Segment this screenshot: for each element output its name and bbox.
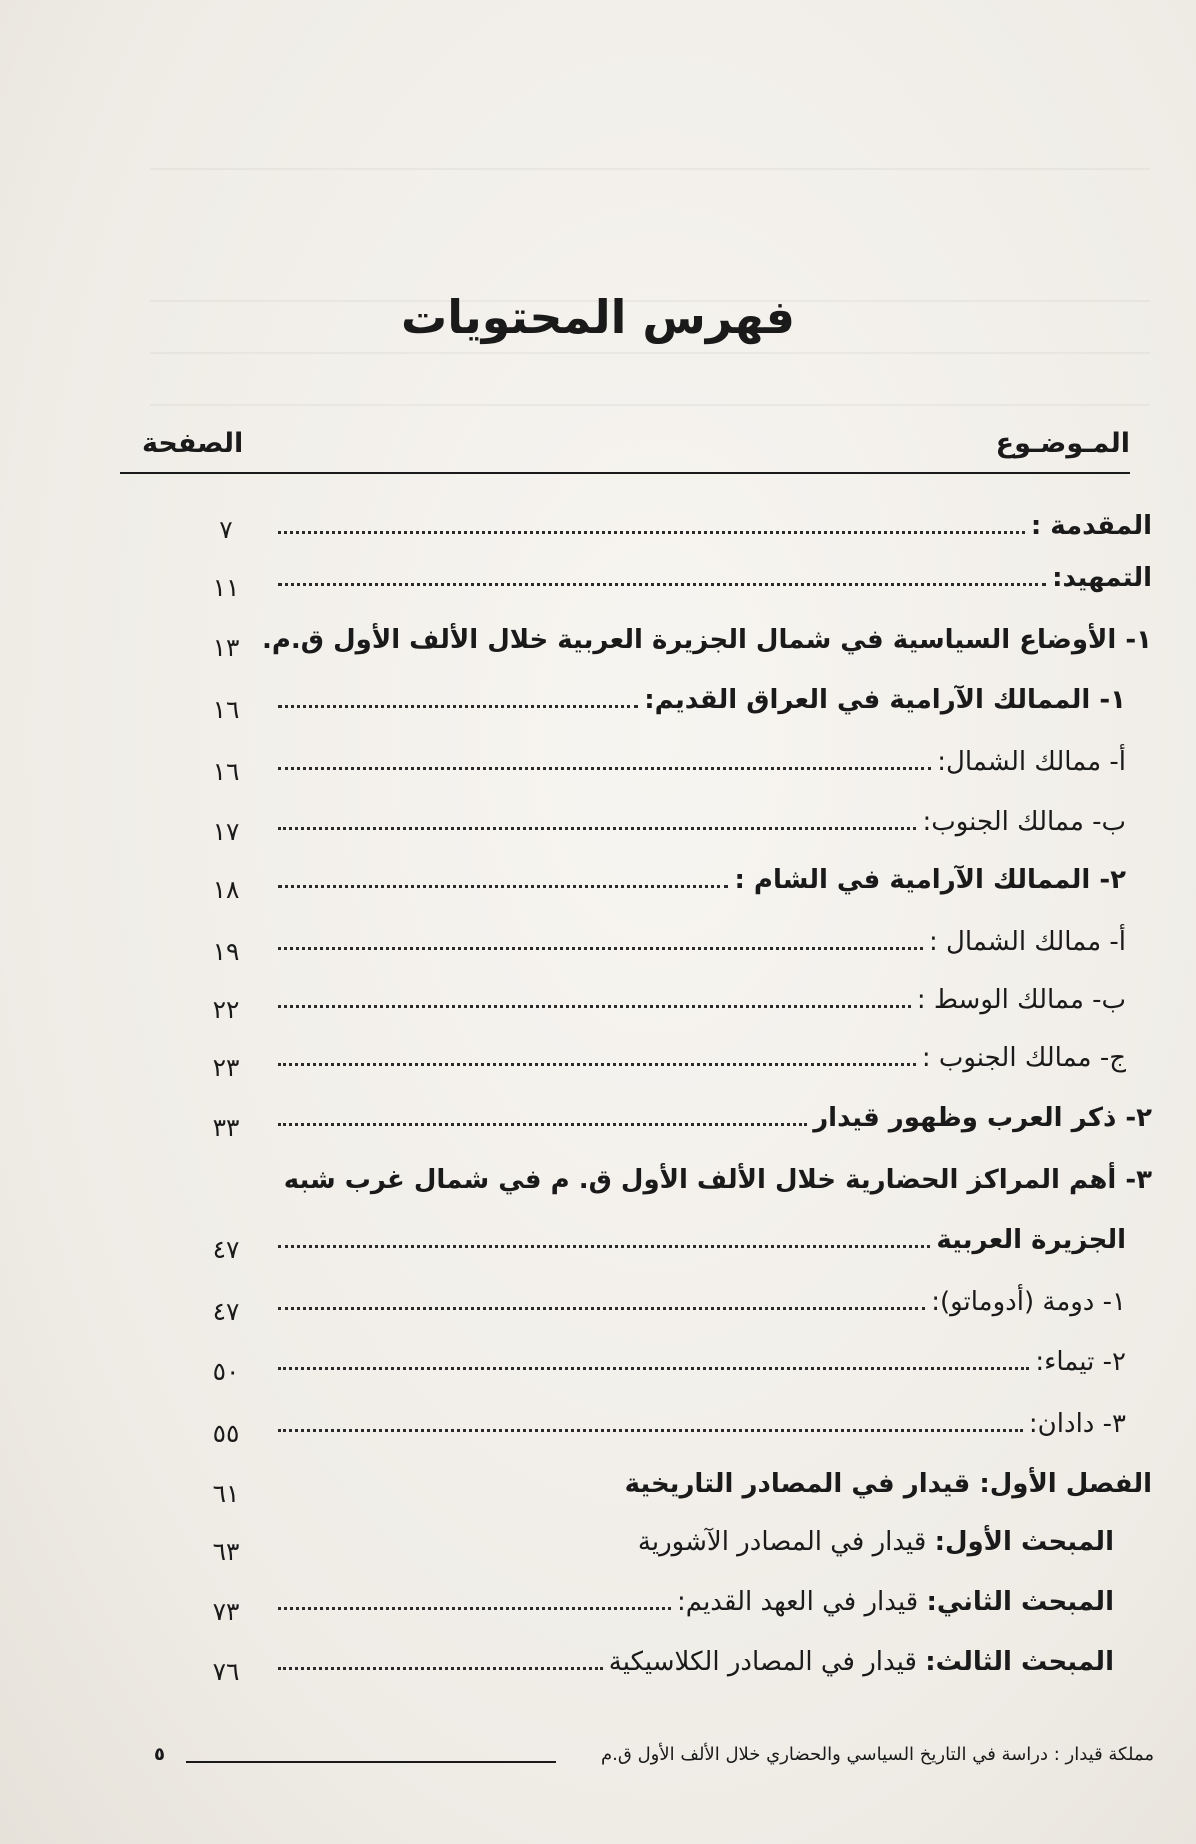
dot-leader [278, 1607, 671, 1610]
toc-entry[interactable] [272, 1342, 1126, 1382]
toc-entry-page: ٥٠ [212, 1357, 240, 1386]
toc-entry-page: ٧٦ [212, 1657, 240, 1686]
toc-entry-label [638, 1522, 1114, 1562]
toc-entry-label: ٢- تيماء: [1035, 1347, 1126, 1377]
dot-leader [278, 1307, 925, 1310]
toc-entry-label-prefix: المبحث الثاني: [926, 1587, 1114, 1617]
toc-entry-label [677, 1582, 1114, 1622]
toc-entry-label: ١- دومة (أدوماتو): [931, 1287, 1126, 1317]
toc-entry-label: أ- ممالك الشمال: [937, 747, 1126, 777]
toc-entry[interactable] [272, 802, 1126, 842]
footer-divider [186, 1761, 556, 1763]
toc-entry-label-prefix: المبحث الثالث: [925, 1647, 1114, 1677]
dot-leader [278, 705, 638, 708]
toc-entry[interactable] [272, 742, 1126, 782]
toc-entry-page: ٥٥ [212, 1419, 240, 1448]
toc-entry[interactable] [272, 1038, 1126, 1078]
toc-entry[interactable] [272, 1464, 1152, 1504]
toc-entry-label: ١- الممالك الآرامية في العراق القديم: [644, 685, 1126, 715]
toc-entry-label-rest: قيدار في العهد القديم: [677, 1587, 927, 1617]
toc-entry[interactable] [262, 620, 1152, 660]
toc-entry-page: ٧٣ [212, 1597, 240, 1626]
dot-leader [278, 1367, 1029, 1370]
toc-entry-label: ٢- ذكر العرب وظهور قيدار [813, 1103, 1152, 1133]
dot-leader [278, 947, 923, 950]
page-title: فهرس المحتويات [400, 290, 795, 344]
toc-entry[interactable] [272, 1522, 1114, 1562]
toc-entry[interactable] [272, 1642, 1114, 1682]
toc-entry-page: ٦١ [212, 1479, 240, 1508]
page-number: ٥ [154, 1744, 165, 1765]
dot-leader [278, 1429, 1023, 1432]
toc-entry-label: ٣- دادان: [1028, 1409, 1126, 1439]
toc-entry-label: ٢- الممالك الآرامية في الشام : [734, 865, 1126, 895]
toc-entry-label: ج- ممالك الجنوب : [921, 1043, 1126, 1073]
toc-entry-page: ١٨ [212, 875, 240, 904]
column-page-header: الصفحة [142, 428, 244, 459]
toc-entry-label: ٣- أهم المراكز الحضارية خلال الألف الأول ق. م في شمال غرب شبه [283, 1165, 1152, 1195]
dot-leader [278, 583, 1046, 586]
toc-entry[interactable] [272, 1582, 1114, 1622]
toc-entry-page: ١٦ [212, 757, 240, 786]
dot-leader [278, 767, 931, 770]
toc-entry[interactable] [272, 506, 1152, 546]
dot-leader [278, 1123, 807, 1126]
toc-entry[interactable] [272, 680, 1126, 720]
toc-entry-label: ب- ممالك الوسط : [916, 985, 1126, 1015]
toc-entry-continuation[interactable] [272, 1220, 1126, 1260]
toc-entry-page: ١٣ [212, 633, 240, 662]
dot-leader [278, 827, 916, 830]
toc-entry[interactable] [272, 558, 1152, 598]
dot-leader [278, 1245, 930, 1248]
toc-entry-page: ١٧ [212, 817, 240, 846]
toc-entry-page: ٢٣ [212, 1053, 240, 1082]
toc-entry[interactable] [190, 1160, 1152, 1200]
toc-entry-page: ٤٧ [212, 1235, 240, 1264]
toc-entry-label: ١- الأوضاع السياسية في شمال الجزيرة العربية خلال الألف الأول ق.م. [262, 625, 1152, 655]
dot-leader [278, 531, 1025, 534]
dot-leader [278, 1005, 911, 1008]
column-topic-header: المـوضـوع [995, 428, 1130, 459]
toc-entry-page: ٦٣ [212, 1537, 240, 1566]
toc-entry-label-rest: قيدار في المصادر الآشورية [637, 1527, 935, 1557]
toc-entry-label: التمهيد: [1052, 563, 1152, 593]
toc-entry-label-rest: قيدار في المصادر الكلاسيكية [608, 1647, 926, 1677]
running-footer-title: مملكة قيدار : دراسة في التاريخ السياسي والحضاري خلال الألف الأول ق.م [601, 1744, 1154, 1765]
toc-entry[interactable] [272, 1282, 1126, 1322]
toc-entry-label: الفصل الأول: قيدار في المصادر التاريخية [624, 1469, 1152, 1499]
toc-entry-page: ١١ [212, 573, 240, 602]
toc-entry-page: ٤٧ [212, 1297, 240, 1326]
toc-entry-label: ب- ممالك الجنوب: [922, 807, 1126, 837]
toc-entry-page: ٢٢ [212, 995, 240, 1024]
toc-entry-label-continuation: الجزيرة العربية [936, 1225, 1126, 1255]
toc-entry-page: ٧ [219, 515, 233, 544]
toc-entry-page: ١٦ [212, 695, 240, 724]
dot-leader [278, 885, 728, 888]
toc-entry[interactable] [272, 922, 1126, 962]
dot-leader [278, 1667, 603, 1670]
toc-entry[interactable] [272, 980, 1126, 1020]
dot-leader [278, 1063, 916, 1066]
toc-entry-label-prefix: المبحث الأول: [934, 1527, 1114, 1557]
toc-entry-label: المقدمة : [1030, 511, 1152, 541]
toc-entry-page: ١٩ [212, 937, 240, 966]
toc-entry[interactable] [272, 860, 1126, 900]
toc-entry-label: أ- ممالك الشمال : [928, 927, 1126, 957]
toc-entry-label [609, 1642, 1114, 1682]
toc-entry[interactable] [272, 1098, 1152, 1138]
toc-entry[interactable] [272, 1404, 1126, 1444]
toc-entry-page: ٣٣ [212, 1113, 240, 1142]
